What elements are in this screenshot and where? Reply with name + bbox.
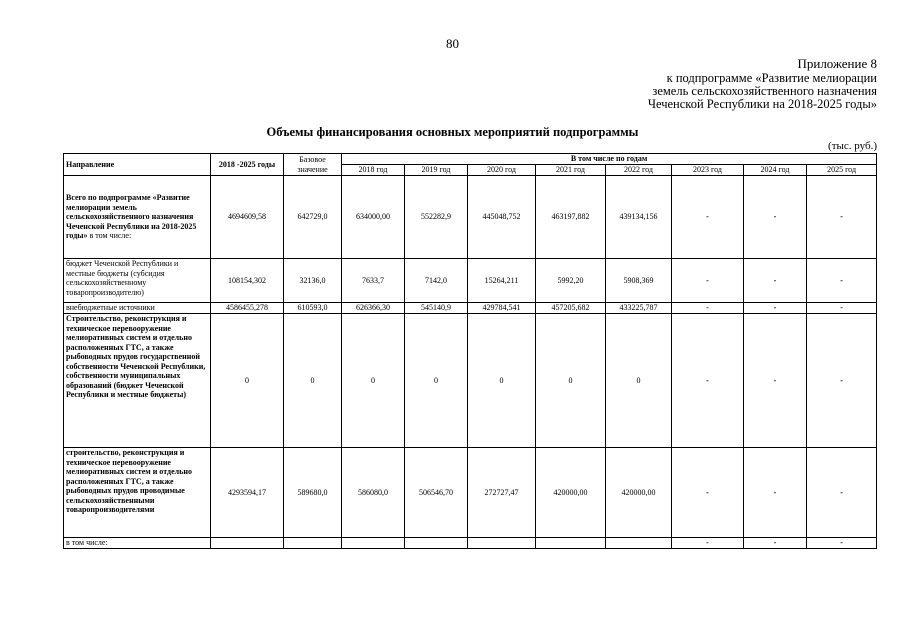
cell-value [606,538,672,549]
cell-value: - [672,314,744,448]
header-year: 2020 год [468,165,536,176]
cell-value: 545140,9 [405,303,468,314]
cell-value: - [744,538,807,549]
cell-value: - [807,259,877,303]
cell-base: 589680,0 [284,448,342,538]
cell-value: 0 [606,314,672,448]
cell-value: - [807,314,877,448]
cell-value: - [744,448,807,538]
cell-value: 586080,0 [342,448,405,538]
units-label: (тыс. руб.) [828,140,877,152]
cell-value: - [807,176,877,259]
cell-value: - [744,259,807,303]
cell-value: - [807,303,877,314]
table-row [64,259,877,303]
cell-value: 445048,752 [468,176,536,259]
cell-value: 433225,787 [606,303,672,314]
cell-total: 4694609,58 [211,176,284,259]
cell-value: 420000,00 [606,448,672,538]
page-number: 80 [446,36,459,51]
cell-value: 0 [536,314,606,448]
row-label [64,176,211,259]
header-year: 2025 год [807,165,877,176]
cell-value: 7142,0 [405,259,468,303]
cell-value: 634000,00 [342,176,405,259]
cell-value: - [672,303,744,314]
cell-value: - [672,448,744,538]
table-row [64,303,877,314]
cell-value: 506546,70 [405,448,468,538]
appendix-subtitle [648,72,877,111]
cell-value: 457205,682 [536,303,606,314]
header-base: Базовое значение [284,154,342,176]
row-label: Строительство, реконструкция и техническое перевооружение мелиоративных систем и отдельно расположенных ГТС, а также рыбоводных прудов государственной собственности Чеченской Республики, собственности муниципальных образований (бюджет Чеченской Республики и местные бюджеты) [64,314,211,448]
header-by-years: В том числе по годам [342,154,877,165]
row-label: внебюджетные источники [64,303,211,314]
cell-value: 15264,211 [468,259,536,303]
header-year: 2024 год [744,165,807,176]
cell-total [211,538,284,549]
cell-value [536,538,606,549]
header-direction: Направление [64,154,211,176]
cell-value: 0 [468,314,536,448]
table-row [64,314,877,448]
row-label: в том числе: [64,538,211,549]
cell-base: 642729,0 [284,176,342,259]
cell-total: 4293594,17 [211,448,284,538]
cell-total: 0 [211,314,284,448]
cell-value: - [672,176,744,259]
cell-value: - [744,176,807,259]
header-year: 2021 год [536,165,606,176]
row-label-tail: в том числе: [87,231,132,241]
subtitle-line: к подпрограмме «Развитие мелиорации [666,71,877,85]
cell-total: 108154,302 [211,259,284,303]
cell-value: 552282,9 [405,176,468,259]
table-row [64,176,877,259]
cell-base: 32136,0 [284,259,342,303]
cell-value: 5992,20 [536,259,606,303]
cell-value: 0 [342,314,405,448]
subtitle-line: земель сельскохозяйственного назначения [652,84,877,98]
cell-value [468,538,536,549]
subtitle-line: Чеченской Республики на 2018-2025 годы» [647,97,877,111]
cell-base [284,538,342,549]
header-period: 2018 -2025 годы [211,154,284,176]
row-label: бюджет Чеченской Республики и местные бюджеты (субсидия сельскохозяйственному товаропроизводителю) [64,259,211,303]
cell-value: - [672,259,744,303]
header-year: 2022 год [606,165,672,176]
cell-base: 0 [284,314,342,448]
cell-base: 610593,0 [284,303,342,314]
cell-value: - [807,448,877,538]
table-row [64,448,877,538]
cell-value: - [672,538,744,549]
cell-value: 272727,47 [468,448,536,538]
cell-value: 420000,00 [536,448,606,538]
cell-value: - [744,314,807,448]
header-year: 2019 год [405,165,468,176]
header-year: 2018 год [342,165,405,176]
row-label: строительство, реконструкция и техническое перевооружение мелиоративных систем и отдельно расположенных ГТС, а также рыбоводных прудов проводимые сельскохозяйственными товаропроизводителями [64,448,211,538]
financing-table [63,153,877,549]
cell-total: 4586455,278 [211,303,284,314]
cell-value: 463197,882 [536,176,606,259]
appendix-label: Приложение 8 [797,56,877,71]
document-title: Объемы финансирования основных мероприятий подпрограммы [266,125,639,139]
header-year: 2023 год [672,165,744,176]
cell-value [342,538,405,549]
table-row [64,538,877,549]
cell-value: 429784,541 [468,303,536,314]
row-label-bold: Всего по подпрограмме «Развитие мелиорации земель сельскохозяйственного назначения Чеченской Республики на 2018-2025 годы» [66,193,197,241]
cell-value: 626366,30 [342,303,405,314]
cell-value: - [807,538,877,549]
cell-value: 5908,369 [606,259,672,303]
cell-value [405,538,468,549]
cell-value: 439134,156 [606,176,672,259]
cell-value: 0 [405,314,468,448]
cell-value: 7633,7 [342,259,405,303]
cell-value: - [744,303,807,314]
